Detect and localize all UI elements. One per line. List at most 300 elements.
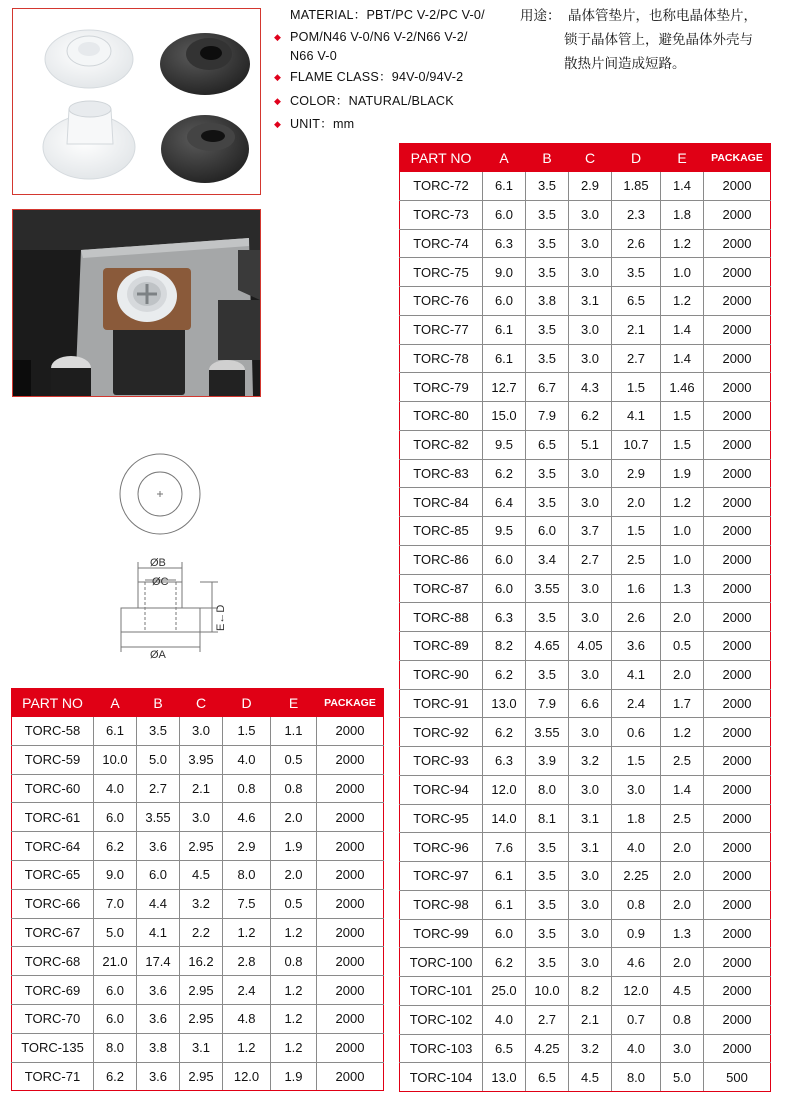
table-row	[400, 1063, 771, 1092]
table-cell: 6.1	[483, 315, 526, 344]
table-cell: 2.1	[569, 1005, 612, 1034]
part-number-cell: TORC-96	[400, 833, 483, 862]
table-cell: 2000	[317, 976, 384, 1005]
table-row	[400, 373, 771, 402]
table-cell: 500	[704, 1063, 771, 1092]
part-number-cell: TORC-86	[400, 545, 483, 574]
part-number-cell: TORC-91	[400, 689, 483, 718]
table-cell: 2000	[317, 803, 384, 832]
table-cell: 6.0	[483, 919, 526, 948]
table-cell: 3.0	[569, 315, 612, 344]
table-cell: 7.0	[94, 889, 137, 918]
table-cell: 1.4	[661, 315, 704, 344]
side-view	[121, 562, 218, 652]
table-row	[400, 402, 771, 431]
table-cell: 12.0	[612, 977, 661, 1006]
black-washer-top	[160, 33, 250, 95]
bullet-icon: ◆	[274, 31, 282, 42]
table-cell: 2.95	[180, 976, 223, 1005]
table-cell: 2.0	[612, 488, 661, 517]
table-cell: 3.0	[569, 574, 612, 603]
table-cell: 2.0	[271, 860, 317, 889]
table-cell: 0.8	[271, 947, 317, 976]
dimension-drawing	[100, 446, 230, 666]
table-row	[12, 976, 384, 1005]
table-cell: 1.4	[661, 775, 704, 804]
table-row	[400, 977, 771, 1006]
table-cell: 4.6	[223, 803, 271, 832]
table-cell: 3.0	[569, 459, 612, 488]
table-cell: 1.1	[271, 717, 317, 746]
table-cell: 3.0	[569, 200, 612, 229]
table-cell: 2000	[704, 430, 771, 459]
label-diameter-b: ØB	[150, 557, 166, 569]
table-cell: 3.9	[526, 747, 569, 776]
table-cell: 2000	[704, 200, 771, 229]
table-cell: 4.1	[612, 660, 661, 689]
table-cell: 2000	[317, 1033, 384, 1062]
table-cell: 2000	[704, 229, 771, 258]
column-header: E	[271, 689, 317, 717]
table-cell: 5.0	[94, 918, 137, 947]
part-number-cell: TORC-103	[400, 1034, 483, 1063]
column-header: D	[223, 689, 271, 717]
column-header: E	[661, 144, 704, 172]
table-cell: 2.0	[661, 948, 704, 977]
table-cell: 6.0	[94, 1004, 137, 1033]
usage-line-1: 晶体管垫片，也称电晶体垫片，	[568, 8, 757, 23]
table-cell: 2.9	[569, 172, 612, 201]
table-cell: 2.4	[612, 689, 661, 718]
table-cell: 6.2	[483, 718, 526, 747]
table-cell: 2000	[704, 804, 771, 833]
table-row	[400, 833, 771, 862]
table-cell: 2.95	[180, 832, 223, 861]
table-cell: 3.2	[180, 889, 223, 918]
table-row	[400, 632, 771, 661]
table-cell: 1.5	[661, 402, 704, 431]
table-cell: 8.2	[483, 632, 526, 661]
part-number-cell: TORC-70	[12, 1004, 94, 1033]
spec-material-cont2: N66 V-0	[290, 48, 337, 63]
table-cell: 3.8	[526, 287, 569, 316]
table-cell: 12.7	[483, 373, 526, 402]
table-cell: 1.7	[661, 689, 704, 718]
table-row	[12, 947, 384, 976]
table-cell: 2000	[704, 172, 771, 201]
table-cell: 6.0	[94, 976, 137, 1005]
table-cell: 6.2	[569, 402, 612, 431]
table-row	[400, 200, 771, 229]
table-cell: 6.2	[94, 1062, 137, 1091]
table-cell: 6.3	[483, 229, 526, 258]
table-cell: 3.5	[526, 948, 569, 977]
table-cell: 17.4	[137, 947, 180, 976]
table-cell: 4.6	[612, 948, 661, 977]
table-cell: 3.0	[661, 1034, 704, 1063]
table-cell: 6.1	[483, 344, 526, 373]
part-number-cell: TORC-99	[400, 919, 483, 948]
table-cell: 0.9	[612, 919, 661, 948]
part-number-cell: TORC-98	[400, 890, 483, 919]
table-row	[400, 689, 771, 718]
bullet-icon: ◆	[274, 71, 282, 82]
table-cell: 3.5	[526, 919, 569, 948]
table-row	[400, 459, 771, 488]
table-row	[400, 574, 771, 603]
table-cell: 2000	[704, 919, 771, 948]
table-row	[400, 517, 771, 546]
table-cell: 4.0	[223, 745, 271, 774]
column-header: A	[483, 144, 526, 172]
bullet-icon: ◆	[274, 119, 282, 130]
table-cell: 3.7	[569, 517, 612, 546]
part-number-cell: TORC-65	[12, 860, 94, 889]
table-cell: 2000	[704, 373, 771, 402]
table-cell: 3.0	[569, 775, 612, 804]
part-number-cell: TORC-61	[12, 803, 94, 832]
table-cell: 2000	[317, 889, 384, 918]
table-cell: 1.85	[612, 172, 661, 201]
table-body	[400, 172, 771, 1092]
table-cell: 2000	[704, 718, 771, 747]
part-number-cell: TORC-66	[12, 889, 94, 918]
table-cell: 1.3	[661, 919, 704, 948]
table-cell: 13.0	[483, 689, 526, 718]
table-row	[12, 918, 384, 947]
table-cell: 1.46	[661, 373, 704, 402]
table-row	[400, 804, 771, 833]
table-cell: 2000	[704, 603, 771, 632]
part-number-cell: TORC-71	[12, 1062, 94, 1091]
table-cell: 9.0	[94, 860, 137, 889]
table-cell: 3.0	[569, 948, 612, 977]
table-cell: 3.6	[612, 632, 661, 661]
table-cell: 2.3	[612, 200, 661, 229]
part-number-cell: TORC-73	[400, 200, 483, 229]
column-header: PACKAGE	[317, 689, 384, 717]
table-cell: 6.1	[483, 172, 526, 201]
part-number-cell: TORC-72	[400, 172, 483, 201]
table-cell: 6.0	[526, 517, 569, 546]
table-cell: 2.6	[612, 229, 661, 258]
table-cell: 3.2	[569, 1034, 612, 1063]
table-cell: 0.6	[612, 718, 661, 747]
table-cell: 2.5	[661, 804, 704, 833]
table-cell: 1.3	[661, 574, 704, 603]
part-number-cell: TORC-79	[400, 373, 483, 402]
table-cell: 2000	[704, 545, 771, 574]
table-cell: 3.1	[569, 833, 612, 862]
table-cell: 2.0	[661, 603, 704, 632]
table-cell: 3.55	[526, 718, 569, 747]
table-cell: 2000	[317, 918, 384, 947]
table-cell: 6.7	[526, 373, 569, 402]
table-cell: 5.0	[661, 1063, 704, 1092]
table-cell: 6.4	[483, 488, 526, 517]
part-number-cell: TORC-94	[400, 775, 483, 804]
column-header: B	[526, 144, 569, 172]
usage-description	[520, 4, 757, 76]
part-number-cell: TORC-82	[400, 430, 483, 459]
table-cell: 0.5	[271, 745, 317, 774]
table-cell: 6.5	[526, 430, 569, 459]
table-cell: 1.2	[271, 976, 317, 1005]
part-number-cell: TORC-67	[12, 918, 94, 947]
table-row	[400, 430, 771, 459]
table-cell: 3.5	[526, 890, 569, 919]
table-cell: 6.2	[483, 660, 526, 689]
table-cell: 2.7	[526, 1005, 569, 1034]
column-header: PART NO	[400, 144, 483, 172]
table-cell: 3.5	[526, 344, 569, 373]
table-cell: 3.5	[526, 833, 569, 862]
table-cell: 2.7	[137, 774, 180, 803]
table-row	[400, 488, 771, 517]
table-cell: 13.0	[483, 1063, 526, 1092]
table-cell: 4.0	[483, 1005, 526, 1034]
part-number-cell: TORC-93	[400, 747, 483, 776]
column-header: C	[180, 689, 223, 717]
table-body	[12, 717, 384, 1091]
table-cell: 2.8	[223, 947, 271, 976]
part-number-cell: TORC-135	[12, 1033, 94, 1062]
table-cell: 2.25	[612, 862, 661, 891]
table-cell: 7.9	[526, 402, 569, 431]
table-row	[400, 344, 771, 373]
table-cell: 6.0	[483, 287, 526, 316]
table-cell: 1.5	[612, 747, 661, 776]
spec-flame-class: ◆ FLAME CLASS：94V-0/94V-2	[272, 66, 512, 90]
table-cell: 2000	[704, 1005, 771, 1034]
table-cell: 8.0	[612, 1063, 661, 1092]
spec-unit: ◆ UNIT：mm	[272, 113, 512, 137]
usage-label: 用途：	[520, 8, 561, 23]
table-cell: 1.9	[271, 832, 317, 861]
table-row	[400, 919, 771, 948]
table-cell: 1.5	[223, 717, 271, 746]
table-cell: 6.1	[483, 890, 526, 919]
transistor-mounting-image	[13, 210, 260, 396]
table-cell: 12.0	[223, 1062, 271, 1091]
part-number-cell: TORC-95	[400, 804, 483, 833]
part-number-cell: TORC-101	[400, 977, 483, 1006]
table-cell: 3.6	[137, 1004, 180, 1033]
table-cell: 3.0	[569, 603, 612, 632]
table-cell: 3.2	[569, 747, 612, 776]
table-header-row	[12, 689, 384, 717]
table-cell: 2.4	[223, 976, 271, 1005]
table-cell: 2000	[704, 833, 771, 862]
table-cell: 9.0	[483, 258, 526, 287]
part-number-cell: TORC-60	[12, 774, 94, 803]
table-cell: 2.2	[180, 918, 223, 947]
usage-line-3: 散热片间造成短路。	[564, 56, 686, 71]
table-cell: 1.2	[661, 718, 704, 747]
table-row	[12, 1033, 384, 1062]
part-number-cell: TORC-88	[400, 603, 483, 632]
part-number-cell: TORC-90	[400, 660, 483, 689]
usage-line-2: 锁于晶体管上，避免晶体外壳与	[564, 32, 753, 47]
label-e-d: E←D	[215, 604, 227, 631]
table-cell: 2.95	[180, 1062, 223, 1091]
table-cell: 2.0	[661, 833, 704, 862]
table-cell: 4.65	[526, 632, 569, 661]
table-cell: 2000	[317, 774, 384, 803]
table-cell: 3.0	[569, 258, 612, 287]
table-cell: 6.0	[94, 803, 137, 832]
table-cell: 10.0	[94, 745, 137, 774]
table-cell: 1.9	[661, 459, 704, 488]
table-row	[400, 315, 771, 344]
table-row	[12, 803, 384, 832]
table-row	[400, 862, 771, 891]
table-cell: 10.7	[612, 430, 661, 459]
table-cell: 4.3	[569, 373, 612, 402]
table-cell: 5.0	[137, 745, 180, 774]
column-header: C	[569, 144, 612, 172]
table-cell: 3.1	[569, 287, 612, 316]
table-cell: 2000	[704, 287, 771, 316]
part-number-cell: TORC-78	[400, 344, 483, 373]
table-cell: 3.0	[569, 862, 612, 891]
table-row	[400, 1034, 771, 1063]
table-cell: 3.5	[612, 258, 661, 287]
table-cell: 6.2	[483, 948, 526, 977]
table-cell: 2.5	[612, 545, 661, 574]
table-cell: 1.2	[271, 1004, 317, 1033]
table-cell: 3.4	[526, 545, 569, 574]
table-row	[400, 775, 771, 804]
table-cell: 2000	[704, 862, 771, 891]
natural-washer-top	[45, 30, 133, 88]
table-row	[12, 889, 384, 918]
column-header: PART NO	[12, 689, 94, 717]
table-cell: 16.2	[180, 947, 223, 976]
table-cell: 3.5	[526, 603, 569, 632]
table-header-row	[400, 144, 771, 172]
part-number-cell: TORC-83	[400, 459, 483, 488]
table-cell: 7.5	[223, 889, 271, 918]
table-row	[400, 172, 771, 201]
table-cell: 6.3	[483, 603, 526, 632]
table-cell: 9.5	[483, 430, 526, 459]
table-cell: 14.0	[483, 804, 526, 833]
table-row	[12, 745, 384, 774]
table-cell: 6.0	[483, 545, 526, 574]
table-cell: 2000	[704, 948, 771, 977]
part-number-cell: TORC-64	[12, 832, 94, 861]
label-diameter-c: ØC	[152, 576, 169, 588]
table-row	[400, 660, 771, 689]
table-cell: 0.7	[612, 1005, 661, 1034]
table-cell: 4.05	[569, 632, 612, 661]
table-cell: 1.2	[223, 1033, 271, 1062]
table-row	[12, 1004, 384, 1033]
table-cell: 0.8	[661, 1005, 704, 1034]
table-cell: 3.5	[526, 258, 569, 287]
table-cell: 6.5	[526, 1063, 569, 1092]
washer-dimension-diagram	[100, 446, 230, 666]
table-cell: 4.1	[612, 402, 661, 431]
part-number-cell: TORC-77	[400, 315, 483, 344]
table-cell: 2000	[704, 977, 771, 1006]
table-cell: 2000	[317, 1004, 384, 1033]
table-cell: 8.0	[526, 775, 569, 804]
table-cell: 3.0	[180, 717, 223, 746]
table-cell: 6.0	[483, 574, 526, 603]
table-cell: 2000	[704, 344, 771, 373]
top-view	[120, 454, 200, 534]
table-cell: 4.0	[612, 833, 661, 862]
table-row	[400, 258, 771, 287]
table-row	[400, 603, 771, 632]
table-cell: 2000	[704, 459, 771, 488]
table-cell: 2000	[704, 632, 771, 661]
table-row	[400, 948, 771, 977]
part-number-cell: TORC-97	[400, 862, 483, 891]
spec-material-cont: ◆ POM/N46 V-0/N6 V-2/N66 V-2/	[272, 28, 512, 47]
table-cell: 3.0	[569, 344, 612, 373]
table-cell: 3.55	[526, 574, 569, 603]
table-cell: 2.0	[271, 803, 317, 832]
table-cell: 25.0	[483, 977, 526, 1006]
table-cell: 2.0	[661, 660, 704, 689]
table-cell: 2000	[704, 890, 771, 919]
table-cell: 21.0	[94, 947, 137, 976]
table-cell: 8.0	[223, 860, 271, 889]
table-cell: 3.0	[569, 229, 612, 258]
table-row	[12, 717, 384, 746]
table-cell: 3.5	[526, 315, 569, 344]
table-cell: 3.5	[526, 459, 569, 488]
part-number-cell: TORC-84	[400, 488, 483, 517]
table-row	[400, 545, 771, 574]
table-cell: 12.0	[483, 775, 526, 804]
table-cell: 3.6	[137, 976, 180, 1005]
table-cell: 2000	[317, 717, 384, 746]
table-cell: 3.0	[180, 803, 223, 832]
part-number-cell: TORC-74	[400, 229, 483, 258]
part-number-cell: TORC-69	[12, 976, 94, 1005]
table-cell: 2000	[317, 860, 384, 889]
table-cell: 3.0	[569, 890, 612, 919]
table-cell: 3.5	[526, 172, 569, 201]
table-cell: 1.5	[612, 517, 661, 546]
table-cell: 2000	[704, 689, 771, 718]
table-cell: 1.2	[661, 488, 704, 517]
table-cell: 7.9	[526, 689, 569, 718]
table-cell: 4.0	[94, 774, 137, 803]
table-cell: 6.6	[569, 689, 612, 718]
part-number-cell: TORC-85	[400, 517, 483, 546]
table-row	[12, 1062, 384, 1091]
table-cell: 2.9	[612, 459, 661, 488]
part-number-cell: TORC-92	[400, 718, 483, 747]
table-cell: 10.0	[526, 977, 569, 1006]
table-cell: 3.0	[569, 488, 612, 517]
product-photo	[12, 8, 261, 195]
table-cell: 4.1	[137, 918, 180, 947]
table-row	[400, 718, 771, 747]
parts-table-left	[11, 688, 384, 1091]
table-cell: 4.25	[526, 1034, 569, 1063]
spec-material: MATERIAL：PBT/PC V-2/PC V-0/	[290, 8, 485, 22]
application-photo	[12, 209, 261, 397]
part-number-cell: TORC-100	[400, 948, 483, 977]
table-cell: 1.2	[223, 918, 271, 947]
part-number-cell: TORC-76	[400, 287, 483, 316]
